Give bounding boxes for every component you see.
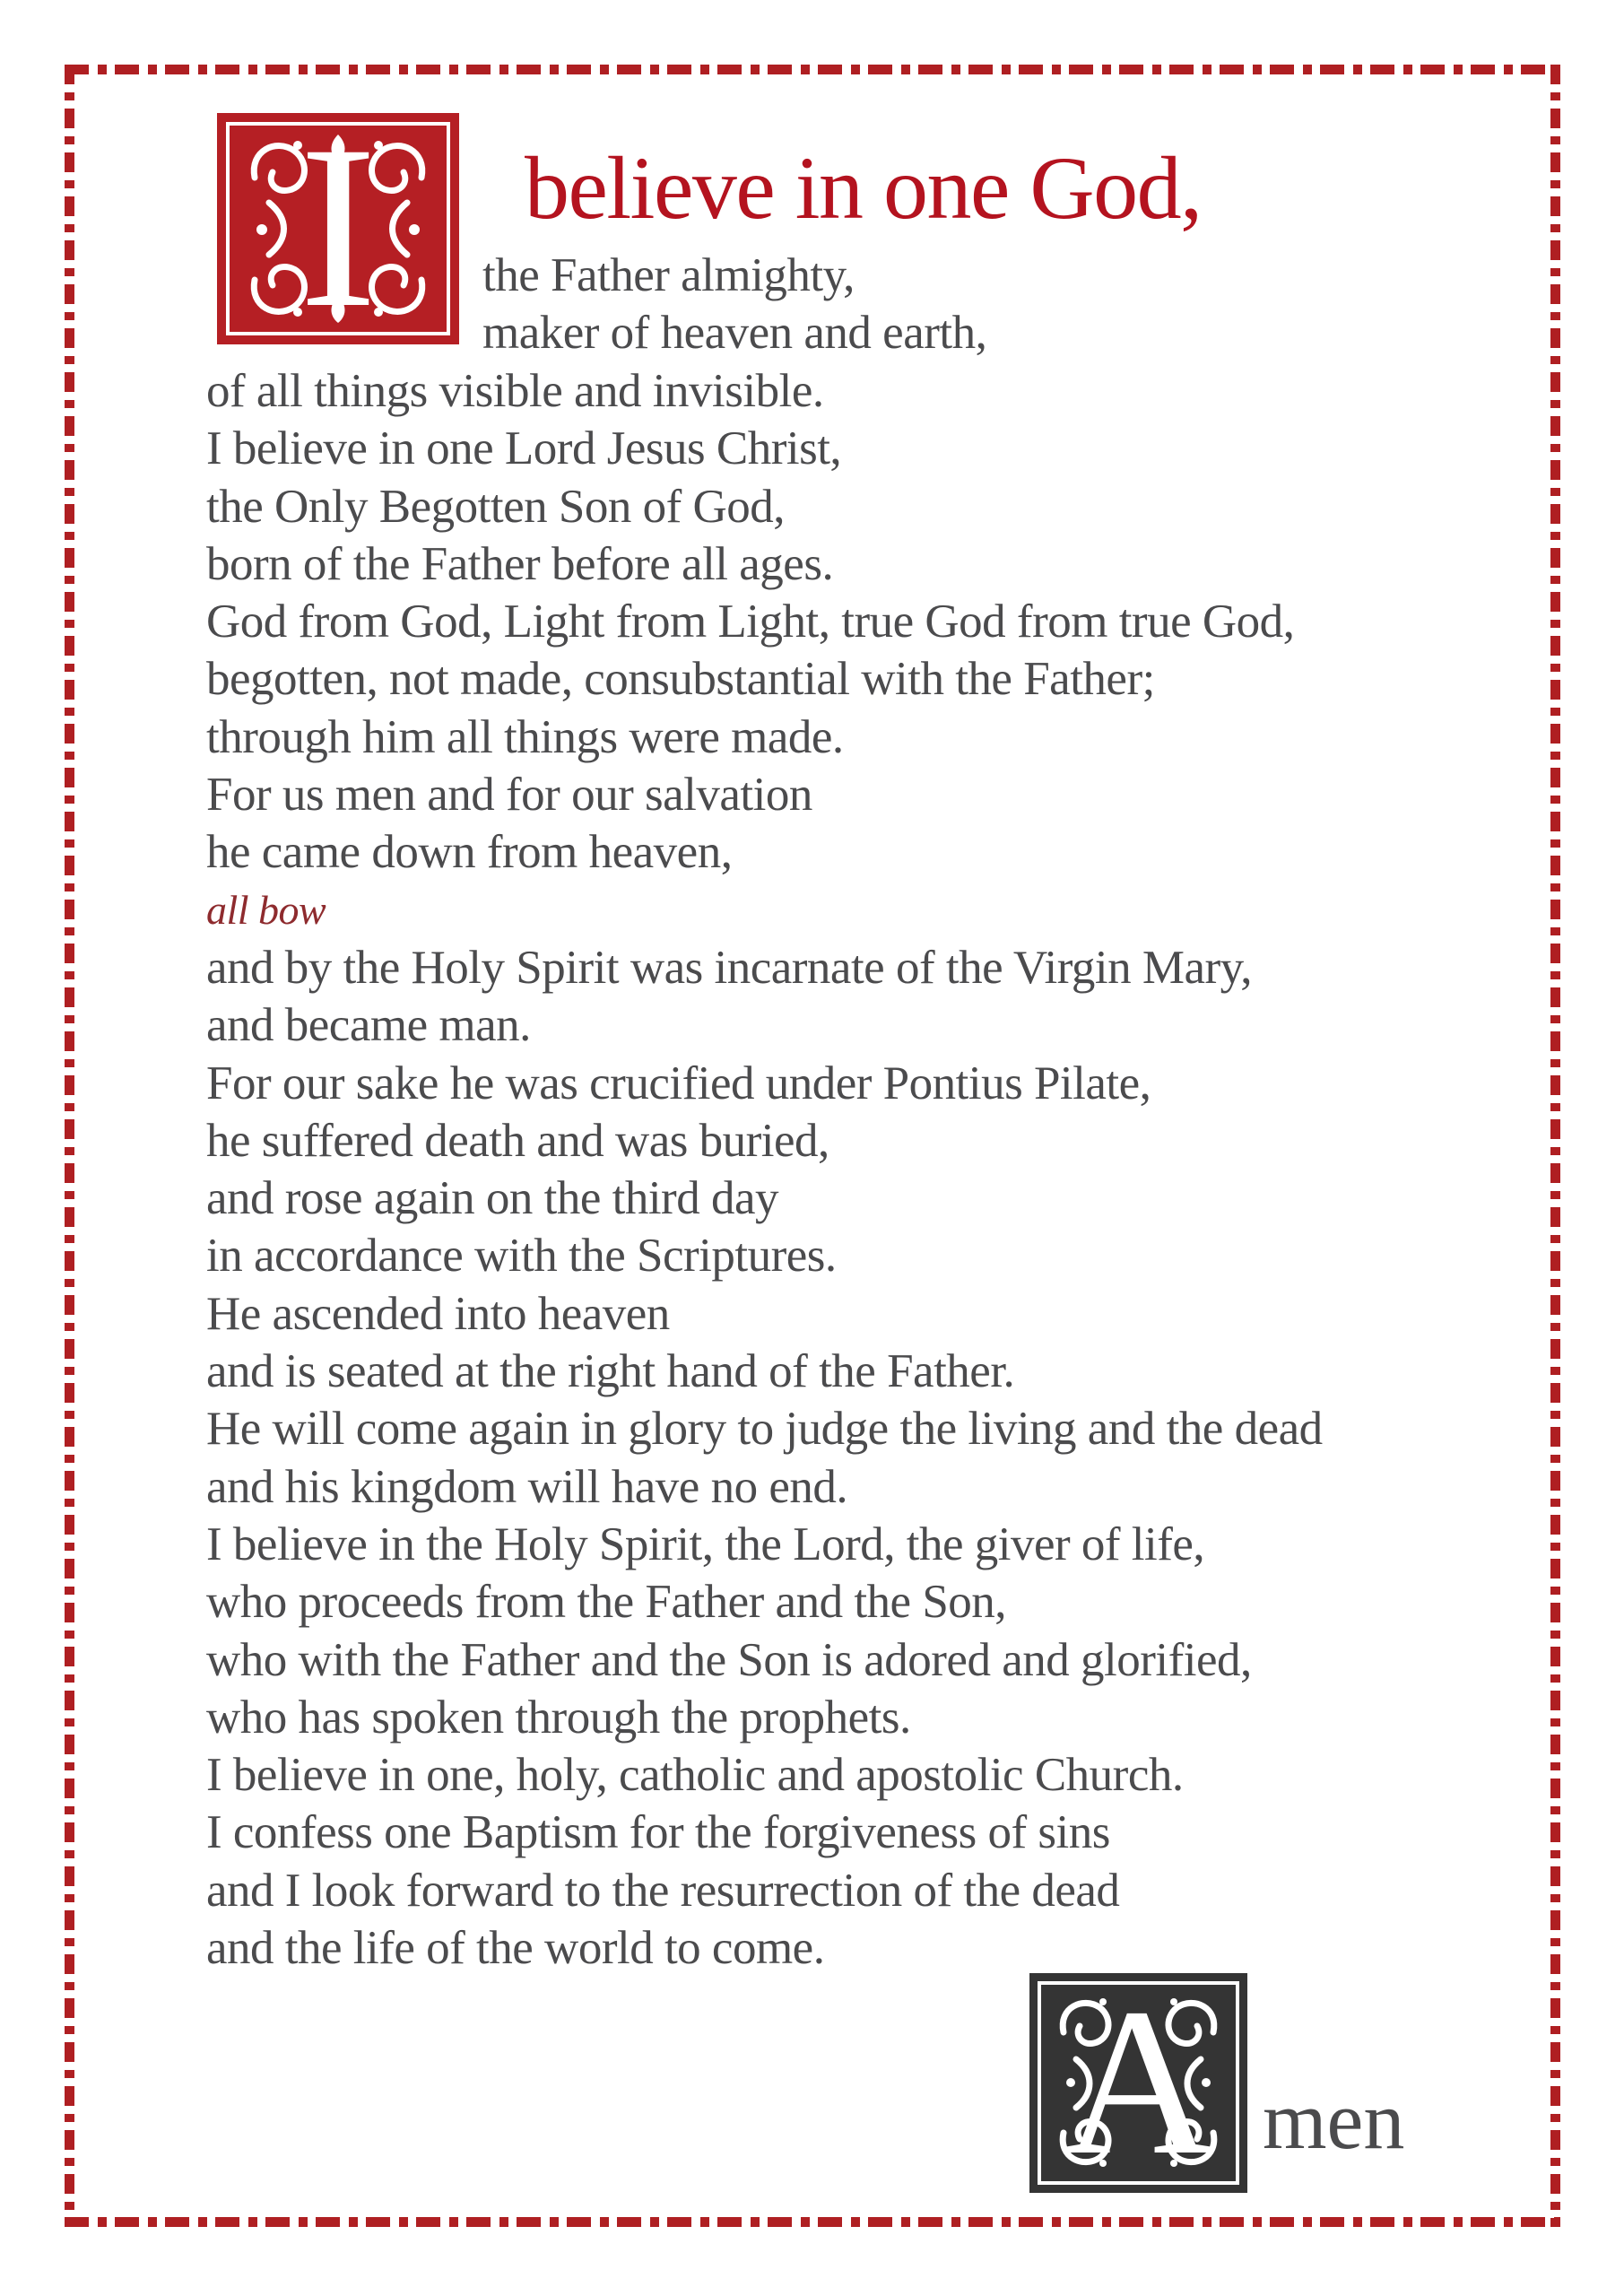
creed-line: he came down from heaven, — [206, 826, 733, 879]
creed-lead-lines — [482, 247, 986, 362]
creed-line: He ascended into heaven — [206, 1287, 670, 1340]
border-right — [1550, 65, 1560, 2227]
creed-line: through him all things were made. — [206, 710, 844, 763]
creed-heading: believe in one God, — [525, 138, 1202, 238]
creed-line: I believe in one Lord Jesus Christ, — [206, 422, 842, 475]
illuminated-initial-i-icon — [217, 113, 459, 344]
creed-body — [206, 362, 1323, 1977]
creed-line: and became man. — [206, 999, 531, 1052]
creed-line: and the life of the world to come. — [206, 1922, 825, 1975]
amen-word: men — [1263, 2074, 1405, 2166]
creed-line: He will come again in glory to judge the living and the dead — [206, 1403, 1323, 1456]
creed-line: in accordance with the Scriptures. — [206, 1230, 837, 1283]
creed-line: God from God, Light from Light, true God from true God, — [206, 596, 1295, 648]
border-left — [65, 65, 74, 2227]
creed-line: who with the Father and the Son is adored and glorified, — [206, 1633, 1252, 1686]
creed-line: and by the Holy Spirit was incarnate of the Virgin Mary, — [206, 941, 1252, 994]
creed-line: and I look forward to the resurrection of the dead — [206, 1864, 1120, 1917]
initial-letter-a: A — [1062, 1973, 1215, 2193]
creed-line: and his kingdom will have no end. — [206, 1460, 848, 1513]
creed-line: and is seated at the right hand of the Father. — [206, 1345, 1015, 1398]
creed-line: and rose again on the third day — [206, 1172, 778, 1225]
border-top — [65, 65, 1560, 74]
border-bottom — [65, 2217, 1560, 2227]
creed-line: born of the Father before all ages. — [206, 537, 834, 590]
creed-line: who has spoken through the prophets. — [206, 1691, 911, 1744]
creed-line: maker of heaven and earth, — [482, 307, 987, 360]
creed-line: who proceeds from the Father and the Son, — [206, 1576, 1007, 1629]
creed-line: begotten, not made, consubstantial with the Father; — [206, 653, 1155, 706]
illuminated-initial-a — [1029, 1973, 1247, 2193]
creed-line: For our sake he was crucified under Pontius Pilate, — [206, 1057, 1151, 1109]
initial-letter-i: I — [299, 113, 378, 344]
rubric-all-bow: all bow — [206, 886, 326, 933]
creed-line: the Only Begotten Son of God, — [206, 480, 785, 533]
creed-line: the Father almighty, — [482, 249, 855, 301]
creed-line: I believe in one, holy, catholic and apostolic Church. — [206, 1749, 1184, 1802]
creed-line: of all things visible and invisible. — [206, 365, 824, 417]
creed-line: he suffered death and was buried, — [206, 1114, 829, 1167]
illuminated-initial-i — [217, 113, 459, 344]
creed-line: I believe in the Holy Spirit, the Lord, the giver of life, — [206, 1518, 1205, 1570]
creed-line: For us men and for our salvation — [206, 769, 812, 822]
illuminated-initial-a-icon — [1029, 1973, 1247, 2193]
creed-line: I confess one Baptism for the forgiveness of sins — [206, 1806, 1110, 1859]
